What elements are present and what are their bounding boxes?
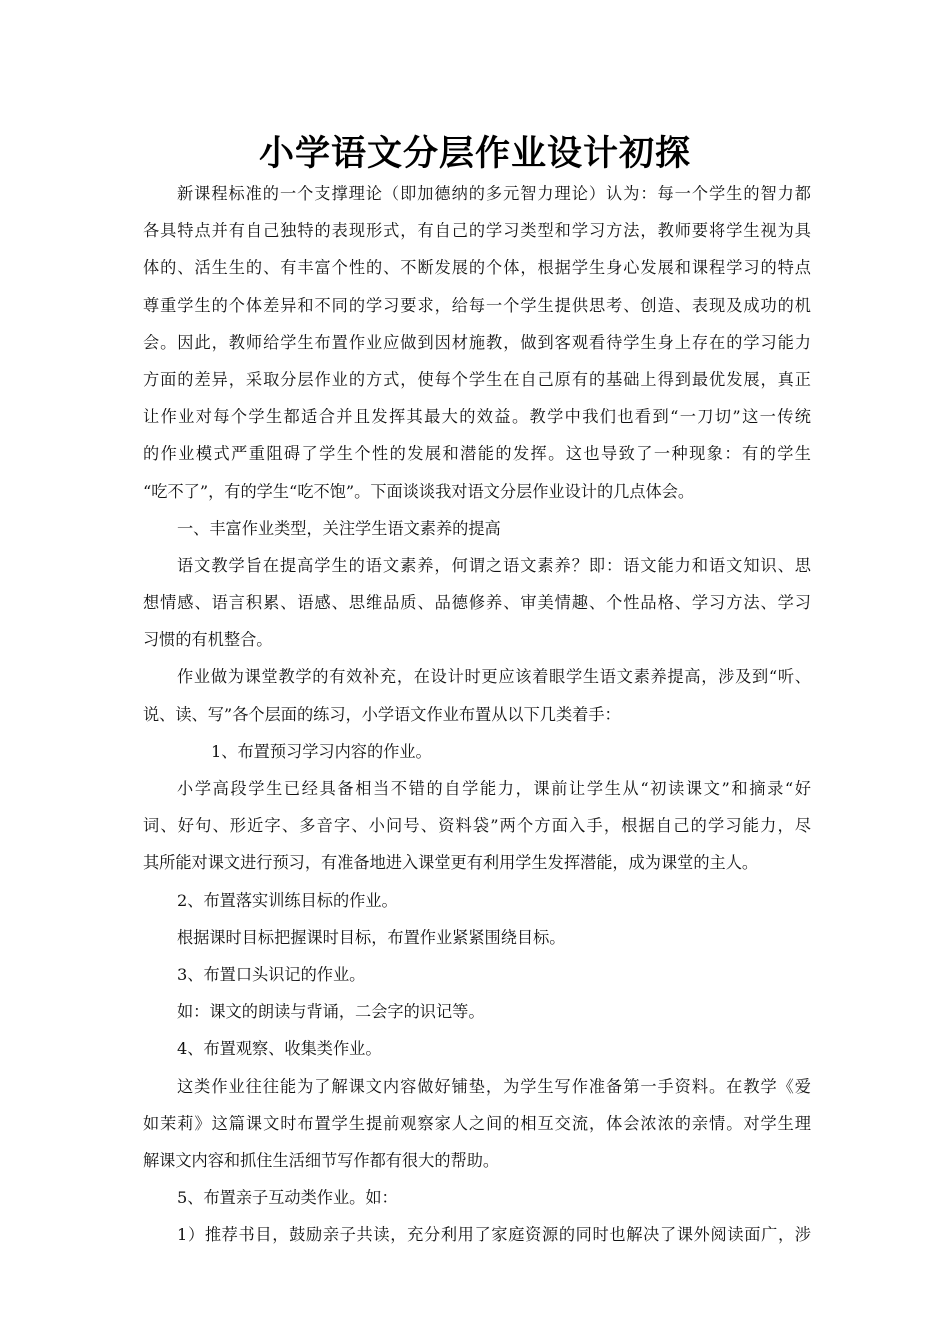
paragraph-line: 如：课文的朗读与背诵，二会字的识记等。 [177, 1002, 485, 1022]
document-title: 小学语文分层作业设计初探 [258, 133, 691, 174]
paragraph-line: 1、布置预习学习内容的作业。 [211, 741, 432, 761]
paragraph-line: 语文教学旨在提高学生的语文素养，何谓之语文素养？即：语文能力和语文知识、思 [177, 555, 811, 575]
paragraph-line: 新课程标准的一个支撑理论（即加德纳的多元智力理论）认为：每一个学生的智力都 [177, 184, 811, 203]
paragraph-line: 小学高段学生已经具备相当不错的自学能力，课前让学生从“初读课文”和摘录“好 [177, 779, 811, 798]
paragraph-line: 5、布置亲子互动类作业。如： [177, 1188, 398, 1208]
paragraph-line: 尊重学生的个体差异和不同的学习要求，给每一个学生提供思考、创造、表现及成功的机 [143, 295, 811, 315]
paragraph-line: 让作业对每个学生都适合并且发挥其最大的效益。教学中我们也看到“一刀切”这一传统 [143, 407, 811, 427]
paragraph-line: 1）推荐书目，鼓励亲子共读，充分利用了家庭资源的同时也解决了课外阅读面广，涉 [177, 1225, 811, 1245]
paragraph-line: 其所能对课文进行预习，有准备地进入课堂更有利用学生发挥潜能，成为课堂的主人。 [143, 853, 759, 873]
paragraph-line: 的作业模式严重阻碍了学生个性的发展和潜能的发挥。这也导致了一种现象：有的学生 [143, 444, 811, 464]
document-body [143, 175, 811, 1253]
paragraph-line: 一、丰富作业类型，关注学生语文素养的提高 [177, 518, 501, 538]
paragraph-line: 作业做为课堂教学的有效补充，在设计时更应该着眼学生语文素养提高，涉及到“听、 [177, 667, 811, 687]
paragraph-line: “吃不了”，有的学生“吃不饱”。下面谈谈我对语文分层作业设计的几点体会。 [143, 481, 695, 501]
paragraph-line: 想情感、语言积累、语感、思维品质、品德修养、审美情趣、个性品格、学习方法、学习 [143, 593, 811, 613]
paragraph-line: 这类作业往往能为了解课文内容做好铺垫，为学生写作准备第一手资料。在教学《爱 [177, 1076, 811, 1096]
paragraph-line: 根据课时目标把握课时目标，布置作业紧紧围绕目标。 [177, 927, 566, 947]
paragraph-line: 4、布置观察、收集类作业。 [177, 1039, 382, 1059]
paragraph-line: 习惯的有机整合。 [143, 630, 273, 650]
paragraph-line: 2、布置落实训练目标的作业。 [177, 890, 398, 910]
paragraph-line: 解课文内容和抓住生活细节写作都有很大的帮助。 [143, 1150, 500, 1170]
paragraph-line: 方面的差异，采取分层作业的方式，使每个学生在自己原有的基础上得到最优发展，真正 [143, 369, 811, 389]
paragraph-line: 体的、活生生的、有丰富个性的、不断发展的个体，根据学生身心发展和课程学习的特点 [143, 258, 811, 278]
paragraph-line: 说、读、写”各个层面的练习，小学语文作业布置从以下几类着手： [143, 704, 621, 724]
paragraph-line: 会。因此，教师给学生布置作业应做到因材施教，做到客观看待学生身上存在的学习能力 [143, 332, 811, 352]
paragraph-line: 词、好句、形近字、多音字、小问号、资料袋”两个方面入手，根据自己的学习能力，尽 [143, 816, 811, 836]
paragraph-line: 3、布置口头识记的作业。 [177, 964, 366, 984]
paragraph-line: 各具特点并有自己独特的表现形式，有自己的学习类型和学习方法，教师要将学生视为具 [143, 221, 811, 241]
paragraph-line: 如茉莉》这篇课文时布置学生提前观察家人之间的相互交流，体会浓浓的亲情。对学生理 [143, 1113, 811, 1133]
